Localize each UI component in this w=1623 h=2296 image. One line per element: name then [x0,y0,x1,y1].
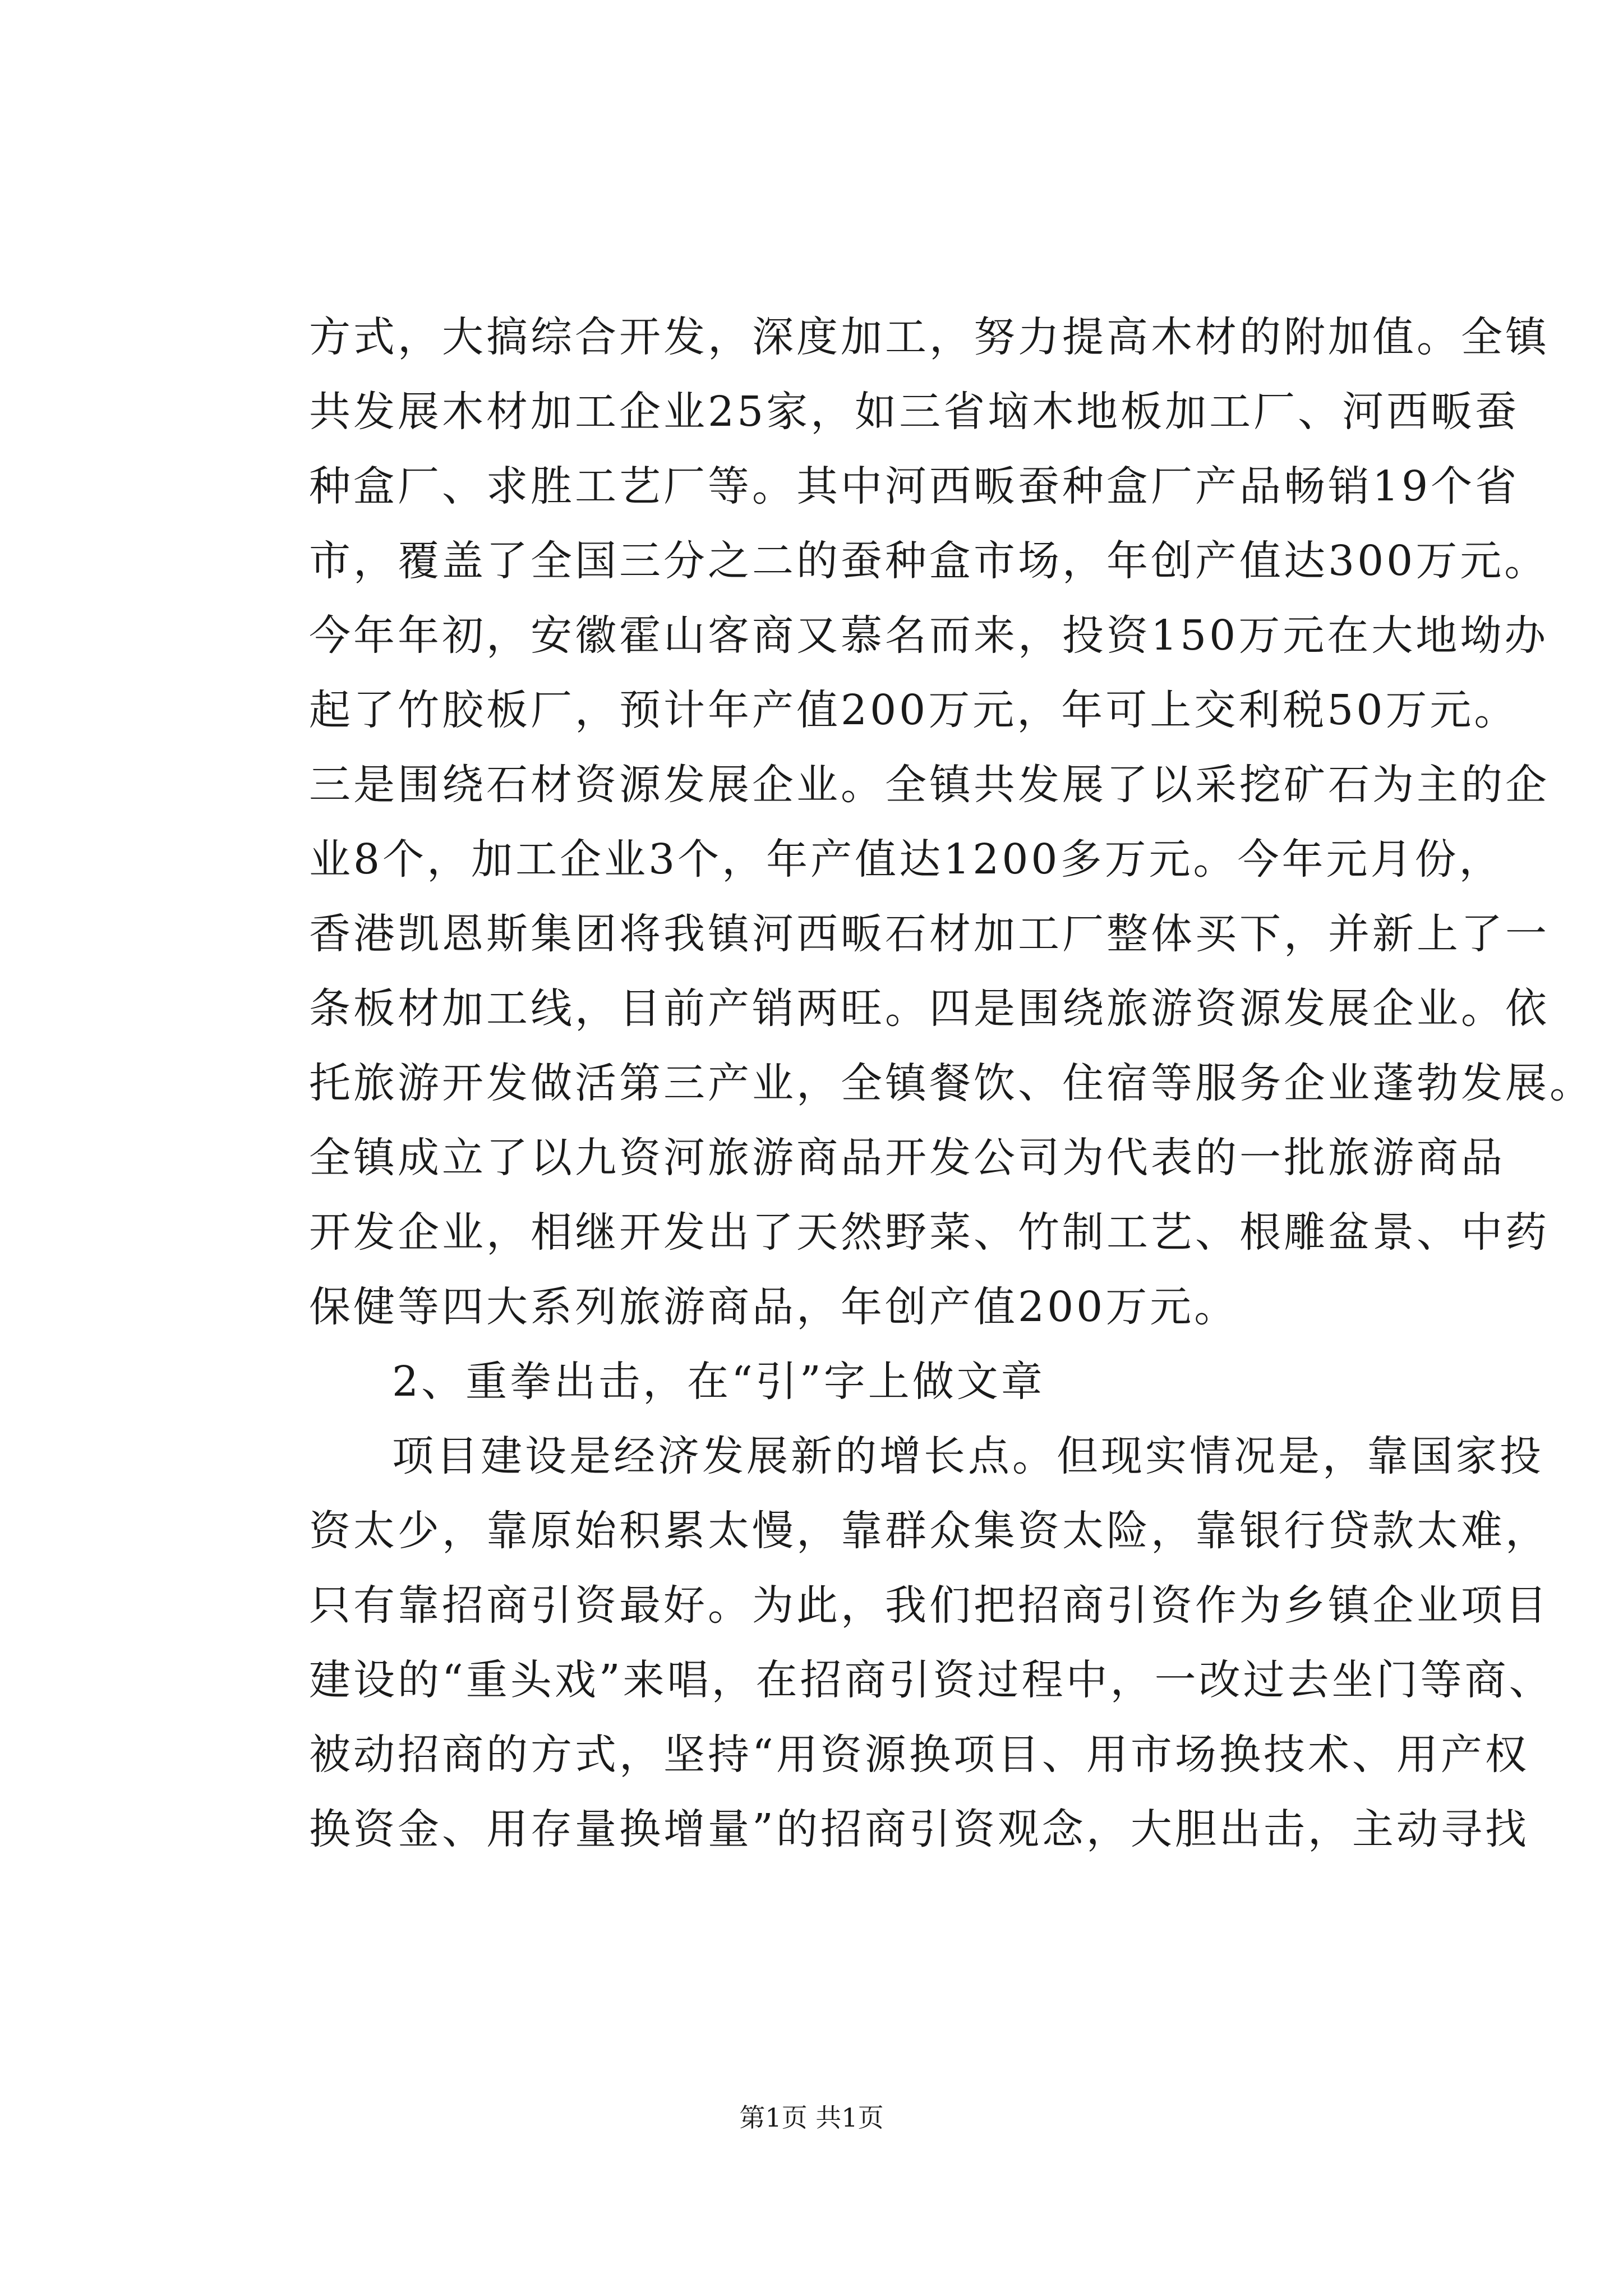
text-line: 项目建设是经济发展新的增长点。但现实情况是，靠国家投 [392,1432,1544,1480]
text-line: 条板材加工线，目前产销两旺。四是围绕旅游资源发展企业。依 [309,984,1550,1033]
text-line: 市，覆盖了全国三分之二的蚕种盒市场，年创产值达300万元。 [309,537,1549,585]
body-text [309,300,1594,1867]
page-footer: 第1页 共1页 [739,2102,884,2133]
text-line: 资太少，靠原始积累太慢，靠群众集资太险，靠银行贷款太难， [309,1507,1550,1555]
text-line: 保健等四大系列旅游商品，年创产值200万元。 [309,1283,1239,1331]
text-line: 只有靠招商引资最好。为此，我们把招商引资作为乡镇企业项目 [309,1581,1550,1630]
text-line: 起了竹胶板厂，预计年产值200万元，年可上交利税50万元。 [309,686,1519,734]
text-line: 被动招商的方式，坚持“用资源换项目、用市场换技术、用产权 [309,1731,1529,1779]
text-line: 开发企业，相继开发出了天然野菜、竹制工艺、根雕盆景、中药 [309,1208,1550,1257]
text-line: 换资金、用存量换增量”的招商引资观念，大胆出击，主动寻找 [309,1805,1529,1853]
text-line: 今年年初，安徽霍山客商又慕名而来，投资150万元在大地坳办 [309,611,1549,660]
text-line: 全镇成立了以九资河旅游商品开发公司为代表的一批旅游商品 [309,1134,1505,1182]
text-line: 共发展木材加工企业25家，如三省垴木地板加工厂、河西畈蚕 [309,388,1520,436]
text-line: 种盒厂、求胜工艺厂等。其中河西畈蚕种盒厂产品畅销19个省 [309,462,1520,510]
text-line: 方式，大搞综合开发，深度加工，努力提高木材的附加值。全镇 [309,313,1550,361]
text-line: 建设的“重头戏”来唱，在招商引资过程中，一改过去坐门等商、 [309,1656,1553,1704]
text-line: 托旅游开发做活第三产业，全镇餐饮、住宿等服务企业蓬勃发展。 [309,1059,1594,1107]
text-line: 三是围绕石材资源发展企业。全镇共发展了以采挖矿石为主的企 [309,761,1550,809]
text-line: 业8个，加工企业3个，年产值达1200多万元。今年元月份， [309,835,1504,884]
text-line: 香港凯恩斯集团将我镇河西畈石材加工厂整体买下，并新上了一 [309,910,1550,958]
text-line: 2、重拳出击，在“引”字上做文章 [392,1358,1045,1406]
